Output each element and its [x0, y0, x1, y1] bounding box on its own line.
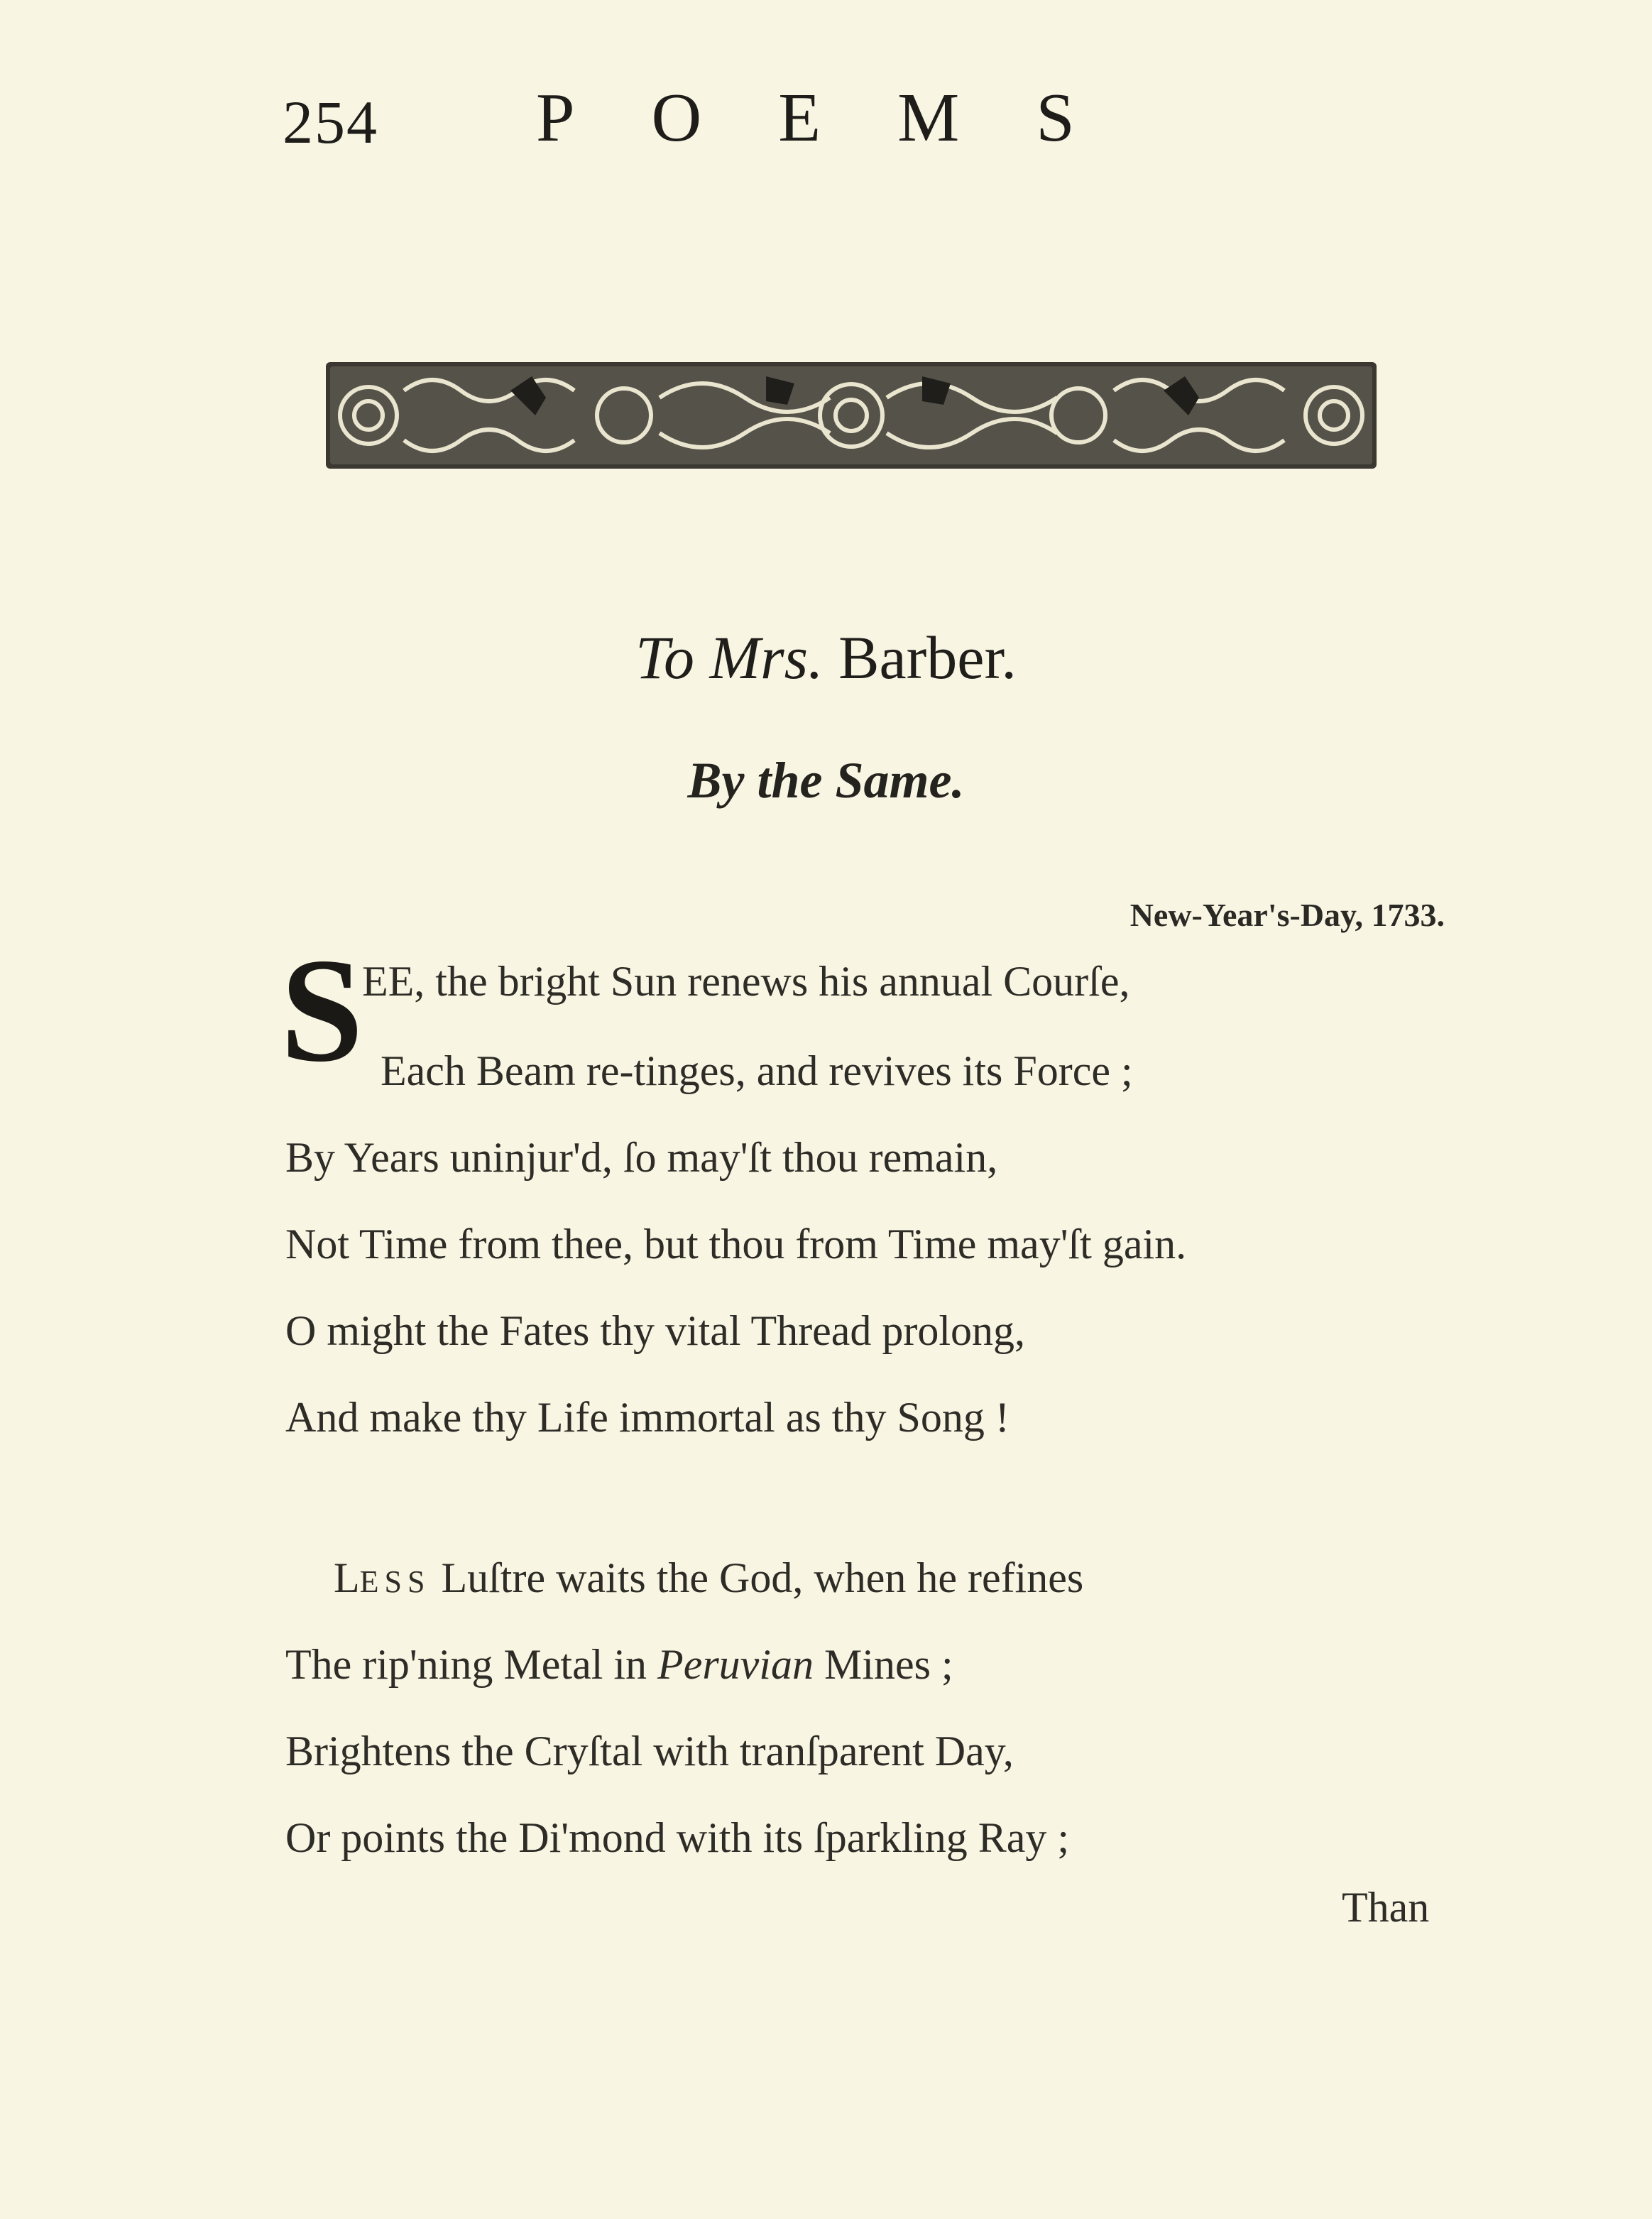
- drop-cap: S: [280, 928, 363, 1093]
- line-7-rest: Luſtre waits the God, when he refines: [430, 1554, 1084, 1601]
- line-8-after: Mines ;: [813, 1641, 953, 1688]
- poem-byline: By the Same.: [687, 752, 965, 809]
- poem-line-4: Not Time from thee, but thou from Time may'ſt gain.: [285, 1221, 1187, 1267]
- first-word-smallcaps: ESS: [359, 1564, 431, 1599]
- poem-line-9: Brightens the Cryſtal with tranſparent Day,: [285, 1728, 1014, 1774]
- poem-dateline: New-Year's-Day, 1733.: [1129, 897, 1445, 933]
- poem-line-8: [285, 1640, 953, 1689]
- poem-line-10: Or points the Di'mond with its ſparkling Ray ;: [285, 1814, 1070, 1861]
- poem-line-5: O might the Fates thy vital Thread prolong,: [285, 1307, 1026, 1354]
- catchword: Than: [1342, 1884, 1430, 1931]
- poem-line-1: EE, the bright Sun renews his annual Courſe,: [362, 958, 1130, 1005]
- poem-line-7: [334, 1554, 1083, 1603]
- line-8-italic-word: Peruvian: [657, 1641, 814, 1688]
- poem-line-2: Each Beam re-tinges, and revives its Force ;: [381, 1047, 1133, 1094]
- line-8-before: The rip'ning Metal in: [285, 1641, 658, 1688]
- first-word-cap: L: [334, 1554, 360, 1601]
- poem-line-6: And make thy Life immortal as thy Song !: [285, 1394, 1010, 1441]
- title-name: Barber.: [838, 623, 1017, 692]
- page-number: 254: [283, 88, 378, 156]
- decorative-headpiece-ornament: [326, 348, 1377, 483]
- title-prefix: To Mrs.: [635, 623, 824, 692]
- running-head: POEMS: [536, 80, 1152, 156]
- poem-title: [0, 622, 1652, 693]
- poem-line-3: By Years uninjur'd, ſo may'ſt thou remain,: [285, 1134, 998, 1181]
